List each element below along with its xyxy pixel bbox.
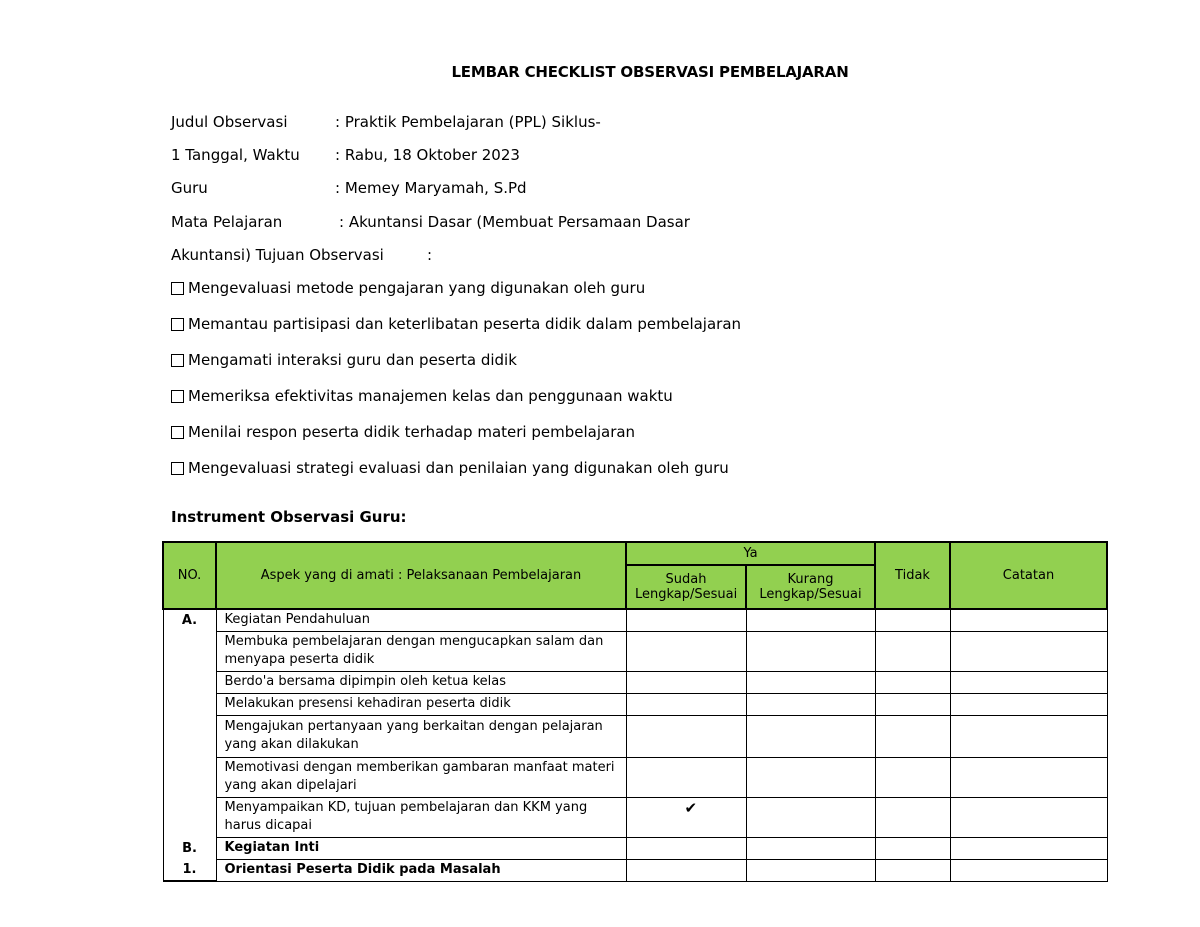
- objective-item: [171, 387, 673, 405]
- cell-tidak[interactable]: [875, 715, 950, 757]
- checkbox-icon: [171, 282, 184, 295]
- header-aspek: Aspek yang di amati : Pelaksanaan Pembelajaran: [216, 542, 626, 609]
- objective-item: [171, 423, 635, 441]
- table-row: [163, 715, 1107, 757]
- cell-kurang[interactable]: [746, 837, 875, 859]
- meta-value: : Memey Maryamah, S.Pd: [335, 179, 527, 197]
- row-aspek: Kegiatan Inti: [216, 837, 626, 859]
- cell-catatan[interactable]: [950, 859, 1107, 881]
- table-row: [163, 757, 1107, 797]
- row-aspek: Melakukan presensi kehadiran peserta didik: [216, 693, 626, 715]
- cell-sudah[interactable]: [626, 671, 746, 693]
- row-aspek: Menyampaikan KD, tujuan pembelajaran dan KKM yang harus dicapai: [216, 797, 626, 837]
- cell-sudah[interactable]: [626, 609, 746, 631]
- meta-guru: [171, 179, 527, 197]
- meta-value: : Rabu, 18 Oktober 2023: [335, 146, 520, 164]
- row-aspek: Mengajukan pertanyaan yang berkaitan dengan pelajaran yang akan dilakukan: [216, 715, 626, 757]
- cell-kurang[interactable]: [746, 797, 875, 837]
- checkbox-icon: [171, 318, 184, 331]
- cell-tidak[interactable]: [875, 609, 950, 631]
- cell-tidak[interactable]: [875, 757, 950, 797]
- meta-value: : Praktik Pembelajaran (PPL) Siklus-: [335, 113, 601, 131]
- meta-value: :: [427, 246, 433, 264]
- row-aspek: Orientasi Peserta Didik pada Masalah: [216, 859, 626, 881]
- meta-judul-observasi: [171, 113, 601, 131]
- cell-sudah[interactable]: [626, 837, 746, 859]
- objective-text: Memantau partisipasi dan keterlibatan peserta didik dalam pembelajaran: [188, 315, 742, 333]
- observation-table: [162, 541, 1108, 882]
- meta-label: Guru: [171, 179, 208, 197]
- cell-kurang[interactable]: [746, 859, 875, 881]
- table-row: [163, 671, 1107, 693]
- cell-kurang[interactable]: [746, 757, 875, 797]
- cell-tidak[interactable]: [875, 859, 950, 881]
- objective-text: Mengamati interaksi guru dan peserta didik: [188, 351, 517, 369]
- cell-kurang[interactable]: [746, 609, 875, 631]
- objective-item: [171, 279, 645, 297]
- meta-value: : Akuntansi Dasar (Membuat Persamaan Dasar: [339, 213, 690, 231]
- cell-catatan[interactable]: [950, 715, 1107, 757]
- cell-catatan[interactable]: [950, 837, 1107, 859]
- objective-text: Menilai respon peserta didik terhadap materi pembelajaran: [188, 423, 636, 441]
- row-aspek: Berdo'a bersama dipimpin oleh ketua kelas: [216, 671, 626, 693]
- header-no: NO.: [163, 542, 216, 609]
- table-row: [163, 837, 1107, 859]
- cell-kurang[interactable]: [746, 631, 875, 671]
- row-no: B.: [163, 837, 216, 859]
- header-ya: Ya: [626, 542, 875, 565]
- meta-mata-pelajaran: [171, 213, 690, 231]
- row-no: [163, 797, 216, 837]
- cell-tidak[interactable]: [875, 631, 950, 671]
- meta-tujuan-observasi: [171, 246, 432, 264]
- cell-catatan[interactable]: [950, 609, 1107, 631]
- checkbox-icon: [171, 390, 184, 403]
- cell-tidak[interactable]: [875, 671, 950, 693]
- cell-tidak[interactable]: [875, 797, 950, 837]
- cell-sudah[interactable]: [626, 715, 746, 757]
- cell-sudah[interactable]: [626, 859, 746, 881]
- row-no: [163, 631, 216, 671]
- cell-catatan[interactable]: [950, 671, 1107, 693]
- row-aspek: Kegiatan Pendahuluan: [216, 609, 626, 631]
- meta-label: Mata Pelajaran: [171, 213, 283, 231]
- objective-text: Mengevaluasi strategi evaluasi dan penilaian yang digunakan oleh guru: [188, 459, 729, 477]
- header-tidak: Tidak: [875, 542, 950, 609]
- table-row: [163, 859, 1107, 881]
- cell-kurang[interactable]: [746, 671, 875, 693]
- table-row: [163, 609, 1107, 631]
- table-row: [163, 631, 1107, 671]
- row-aspek: Memotivasi dengan memberikan gambaran manfaat materi yang akan dipelajari: [216, 757, 626, 797]
- cell-tidak[interactable]: [875, 837, 950, 859]
- checkbox-icon: [171, 426, 184, 439]
- row-no: [163, 693, 216, 715]
- row-no: A.: [163, 609, 216, 631]
- checkmark-icon: ✔: [684, 799, 698, 817]
- cell-catatan[interactable]: [950, 757, 1107, 797]
- cell-sudah[interactable]: [626, 757, 746, 797]
- header-kurang: Kurang Lengkap/Sesuai: [746, 565, 875, 609]
- checkbox-icon: [171, 462, 184, 475]
- objective-item: [171, 459, 729, 477]
- document-title: LEMBAR CHECKLIST OBSERVASI PEMBELAJARAN: [451, 63, 849, 81]
- row-no: 1.: [163, 859, 216, 881]
- cell-sudah[interactable]: [626, 693, 746, 715]
- cell-kurang[interactable]: [746, 715, 875, 757]
- row-aspek: Membuka pembelajaran dengan mengucapkan salam dan menyapa peserta didik: [216, 631, 626, 671]
- cell-catatan[interactable]: [950, 631, 1107, 671]
- cell-kurang[interactable]: [746, 693, 875, 715]
- meta-label: 1 Tanggal, Waktu: [171, 146, 300, 164]
- cell-sudah[interactable]: [626, 797, 746, 837]
- table-row: [163, 797, 1107, 837]
- table-row: [163, 693, 1107, 715]
- cell-sudah[interactable]: [626, 631, 746, 671]
- header-catatan: Catatan: [950, 542, 1107, 609]
- objective-item: [171, 351, 517, 369]
- row-no: [163, 757, 216, 797]
- objective-text: Memeriksa efektivitas manajemen kelas dan penggunaan waktu: [188, 387, 673, 405]
- meta-label: Akuntansi) Tujuan Observasi: [171, 246, 384, 264]
- objective-text: Mengevaluasi metode pengajaran yang digunakan oleh guru: [188, 279, 646, 297]
- cell-catatan[interactable]: [950, 693, 1107, 715]
- header-sudah: Sudah Lengkap/Sesuai: [626, 565, 746, 609]
- row-no: [163, 671, 216, 693]
- objective-item: [171, 315, 741, 333]
- cell-tidak[interactable]: [875, 693, 950, 715]
- cell-catatan[interactable]: [950, 797, 1107, 837]
- meta-label: Judul Observasi: [171, 113, 288, 131]
- meta-tanggal-waktu: [171, 146, 520, 164]
- row-no: [163, 715, 216, 757]
- checkbox-icon: [171, 354, 184, 367]
- instrument-title: Instrument Observasi Guru:: [171, 508, 407, 526]
